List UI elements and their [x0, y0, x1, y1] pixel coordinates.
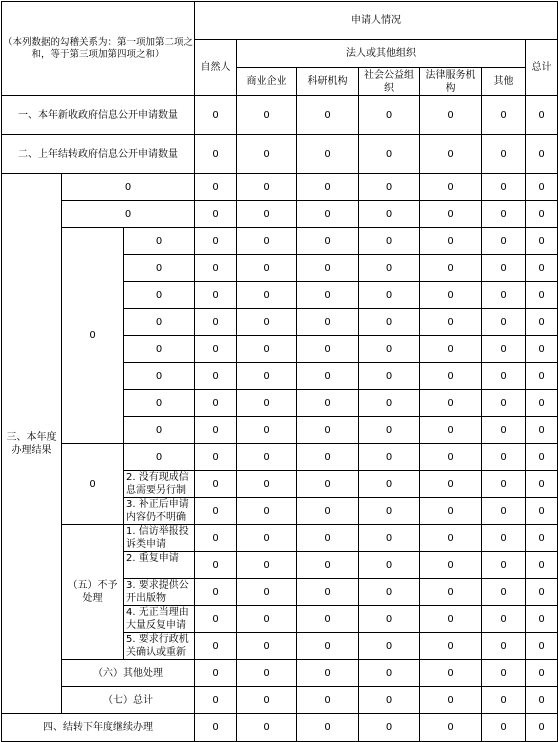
value-cell: 0 [482, 282, 526, 309]
value-cell: 0 [482, 471, 526, 498]
value-cell: 0 [195, 606, 237, 633]
value-cell: 0 [195, 228, 237, 255]
value-cell: 0 [482, 174, 526, 201]
value-cell: 0 [195, 687, 237, 714]
value-cell: 0 [526, 579, 558, 606]
value-cell: 0 [526, 282, 558, 309]
result-c-label: 0 [62, 228, 124, 444]
value-cell: 0 [195, 579, 237, 606]
disclosure-statistics-table [1, 1, 558, 742]
value-cell: 0 [297, 309, 359, 336]
table-row [2, 444, 558, 471]
value-cell: 0 [195, 498, 237, 525]
value-cell: 0 [237, 687, 297, 714]
value-cell: 0 [237, 363, 297, 390]
table-row [2, 174, 558, 201]
value-cell: 0 [482, 228, 526, 255]
value-cell: 0 [195, 444, 237, 471]
table-row [2, 525, 558, 552]
value-cell: 0 [526, 633, 558, 660]
value-cell: 0 [297, 96, 359, 135]
value-cell: 0 [359, 363, 420, 390]
value-cell: 0 [420, 174, 482, 201]
value-cell: 0 [359, 660, 420, 687]
value-cell: 0 [195, 363, 237, 390]
value-cell: 0 [420, 579, 482, 606]
value-cell: 0 [526, 255, 558, 282]
value-cell: 0 [526, 687, 558, 714]
value-cell: 0 [482, 552, 526, 579]
value-cell: 0 [237, 201, 297, 228]
value-cell: 0 [420, 687, 482, 714]
value-cell: 0 [482, 714, 526, 742]
result-c-item-label: 0 [124, 255, 195, 282]
value-cell: 0 [420, 228, 482, 255]
value-cell: 0 [420, 255, 482, 282]
value-cell: 0 [420, 660, 482, 687]
value-cell: 0 [420, 390, 482, 417]
applicant-situation-header: 申请人情况 [195, 2, 558, 40]
value-cell: 0 [359, 228, 420, 255]
value-cell: 0 [237, 96, 297, 135]
table-row [2, 96, 558, 135]
value-cell: 0 [526, 309, 558, 336]
value-cell: 0 [297, 714, 359, 742]
value-cell: 0 [359, 714, 420, 742]
value-cell: 0 [420, 282, 482, 309]
value-cell: 0 [482, 309, 526, 336]
value-cell: 0 [420, 633, 482, 660]
result-e-item-label [124, 633, 195, 660]
table-row [2, 201, 558, 228]
value-cell: 0 [195, 282, 237, 309]
value-cell: 0 [297, 633, 359, 660]
value-cell: 0 [195, 255, 237, 282]
other-header: 其他 [482, 68, 526, 96]
value-cell: 0 [297, 444, 359, 471]
value-cell: 0 [195, 417, 237, 444]
result-c-item-label: 0 [124, 228, 195, 255]
value-cell: 0 [359, 201, 420, 228]
public-welfare-header: 社会公益组织 [359, 68, 420, 96]
result-d-item-label [124, 471, 195, 498]
result-e-item-label [124, 606, 195, 633]
result-e-item-label-text: 4. 无正当理由大量反复申请 [126, 607, 189, 631]
value-cell: 0 [420, 417, 482, 444]
value-cell: 0 [359, 552, 420, 579]
value-cell: 0 [195, 660, 237, 687]
result-e-label: （五）不予处理 [62, 525, 124, 660]
research-header: 科研机构 [297, 68, 359, 96]
value-cell: 0 [297, 417, 359, 444]
result-c-item-label: 0 [124, 417, 195, 444]
value-cell: 0 [482, 96, 526, 135]
value-cell: 0 [526, 336, 558, 363]
result-e-item-label: 2. 重复申请 [124, 552, 195, 579]
commercial-header: 商业企业 [237, 68, 297, 96]
value-cell: 0 [195, 135, 237, 174]
value-cell: 0 [420, 498, 482, 525]
result-c-item-label: 0 [124, 309, 195, 336]
value-cell: 0 [237, 525, 297, 552]
value-cell: 0 [195, 201, 237, 228]
value-cell: 0 [482, 606, 526, 633]
value-cell: 0 [195, 174, 237, 201]
value-cell: 0 [526, 417, 558, 444]
value-cell: 0 [297, 135, 359, 174]
result-d-item-label [124, 498, 195, 525]
value-cell: 0 [482, 135, 526, 174]
value-cell: 0 [482, 417, 526, 444]
legal-or-other-header: 法人或其他组织 [237, 40, 526, 68]
value-cell: 0 [526, 390, 558, 417]
value-cell: 0 [526, 135, 558, 174]
value-cell: 0 [297, 201, 359, 228]
table-row [2, 714, 558, 742]
result-d-item-label: 0 [124, 444, 195, 471]
value-cell: 0 [195, 336, 237, 363]
value-cell: 0 [482, 444, 526, 471]
value-cell: 0 [482, 525, 526, 552]
table-row [2, 660, 558, 687]
value-cell: 0 [420, 201, 482, 228]
result-d-item-label-text: 3. 补正后申请内容仍不明确 [126, 499, 189, 523]
value-cell: 0 [359, 687, 420, 714]
value-cell: 0 [297, 471, 359, 498]
result-g-label: （七）总计 [62, 687, 195, 714]
value-cell: 0 [482, 687, 526, 714]
total-header: 总计 [526, 40, 558, 96]
value-cell: 0 [526, 606, 558, 633]
value-cell: 0 [359, 606, 420, 633]
value-cell: 0 [237, 228, 297, 255]
value-cell: 0 [297, 525, 359, 552]
value-cell: 0 [297, 174, 359, 201]
value-cell: 0 [482, 201, 526, 228]
value-cell: 0 [237, 606, 297, 633]
value-cell: 0 [359, 498, 420, 525]
value-cell: 0 [359, 174, 420, 201]
value-cell: 0 [359, 255, 420, 282]
value-cell: 0 [359, 525, 420, 552]
value-cell: 0 [420, 444, 482, 471]
value-cell: 0 [195, 633, 237, 660]
value-cell: 0 [297, 579, 359, 606]
value-cell: 0 [195, 309, 237, 336]
result-e-item-label [124, 579, 195, 606]
value-cell: 0 [420, 552, 482, 579]
result-e-item-label [124, 525, 195, 552]
value-cell: 0 [526, 525, 558, 552]
value-cell: 0 [420, 525, 482, 552]
value-cell: 0 [237, 417, 297, 444]
value-cell: 0 [482, 633, 526, 660]
value-cell: 0 [526, 363, 558, 390]
value-cell: 0 [297, 660, 359, 687]
result-e-item-label-text: 5. 要求行政机关确认或重新 [126, 634, 189, 658]
value-cell: 0 [526, 444, 558, 471]
value-cell: 0 [195, 552, 237, 579]
value-cell: 0 [195, 390, 237, 417]
legal-service-header: 法律服务机构 [420, 68, 482, 96]
value-cell: 0 [195, 525, 237, 552]
value-cell: 0 [359, 444, 420, 471]
table-note: （本列数据的勾稽关系为：第一项加第二项之和，等于第三项加第四项之和） [2, 2, 195, 96]
value-cell: 0 [526, 552, 558, 579]
value-cell: 0 [482, 255, 526, 282]
value-cell: 0 [237, 309, 297, 336]
value-cell: 0 [359, 135, 420, 174]
value-cell: 0 [482, 363, 526, 390]
value-cell: 0 [526, 96, 558, 135]
value-cell: 0 [237, 714, 297, 742]
result-e-item-label-text: 3. 要求提供公开出版物 [126, 580, 189, 604]
value-cell: 0 [420, 363, 482, 390]
result-e-item-label-text: 1. 信访举报投诉类申请 [126, 526, 189, 550]
result-f-label: （六）其他处理 [62, 660, 195, 687]
table-row [2, 228, 558, 255]
value-cell: 0 [237, 174, 297, 201]
value-cell: 0 [526, 660, 558, 687]
value-cell: 0 [237, 552, 297, 579]
value-cell: 0 [359, 633, 420, 660]
row-carried-over-label: 二、上年结转政府信息公开申请数量 [2, 135, 195, 174]
value-cell: 0 [297, 606, 359, 633]
value-cell: 0 [359, 96, 420, 135]
value-cell: 0 [195, 96, 237, 135]
value-cell: 0 [482, 336, 526, 363]
value-cell: 0 [237, 471, 297, 498]
value-cell: 0 [359, 390, 420, 417]
value-cell: 0 [526, 174, 558, 201]
value-cell: 0 [237, 336, 297, 363]
value-cell: 0 [359, 309, 420, 336]
value-cell: 0 [420, 714, 482, 742]
result-c-item-label: 0 [124, 282, 195, 309]
value-cell: 0 [420, 471, 482, 498]
value-cell: 0 [359, 336, 420, 363]
value-cell: 0 [359, 579, 420, 606]
value-cell: 0 [237, 390, 297, 417]
value-cell: 0 [297, 282, 359, 309]
value-cell: 0 [526, 498, 558, 525]
row-carry-forward-label: 四、结转下年度继续办理 [2, 714, 195, 742]
value-cell: 0 [297, 228, 359, 255]
value-cell: 0 [297, 498, 359, 525]
value-cell: 0 [237, 498, 297, 525]
row-results-label: 三、本年度办理结果 [2, 174, 62, 714]
result-c-item-label: 0 [124, 390, 195, 417]
value-cell: 0 [297, 363, 359, 390]
value-cell: 0 [482, 390, 526, 417]
value-cell: 0 [297, 390, 359, 417]
value-cell: 0 [359, 471, 420, 498]
value-cell: 0 [420, 135, 482, 174]
value-cell: 0 [237, 282, 297, 309]
value-cell: 0 [420, 606, 482, 633]
value-cell: 0 [526, 471, 558, 498]
result-a-label: 0 [62, 174, 195, 201]
result-d-label: 0 [62, 444, 124, 525]
value-cell: 0 [420, 96, 482, 135]
value-cell: 0 [526, 228, 558, 255]
value-cell: 0 [237, 255, 297, 282]
value-cell: 0 [297, 336, 359, 363]
value-cell: 0 [526, 714, 558, 742]
value-cell: 0 [237, 444, 297, 471]
value-cell: 0 [482, 498, 526, 525]
value-cell: 0 [297, 687, 359, 714]
value-cell: 0 [237, 135, 297, 174]
result-c-item-label: 0 [124, 336, 195, 363]
value-cell: 0 [420, 309, 482, 336]
row-new-applications-label: 一、本年新收政府信息公开申请数量 [2, 96, 195, 135]
value-cell: 0 [237, 633, 297, 660]
value-cell: 0 [195, 471, 237, 498]
table-row [2, 687, 558, 714]
value-cell: 0 [526, 201, 558, 228]
value-cell: 0 [482, 579, 526, 606]
value-cell: 0 [195, 714, 237, 742]
value-cell: 0 [420, 336, 482, 363]
value-cell: 0 [359, 282, 420, 309]
result-d-item-label-text: 2. 没有现成信息需要另行制 [126, 472, 189, 496]
table-row [2, 135, 558, 174]
result-b-label: 0 [62, 201, 195, 228]
value-cell: 0 [359, 417, 420, 444]
natural-person-header: 自然人 [195, 40, 237, 96]
value-cell: 0 [237, 660, 297, 687]
value-cell: 0 [237, 579, 297, 606]
value-cell: 0 [297, 255, 359, 282]
result-c-item-label: 0 [124, 363, 195, 390]
value-cell: 0 [482, 660, 526, 687]
value-cell: 0 [297, 552, 359, 579]
